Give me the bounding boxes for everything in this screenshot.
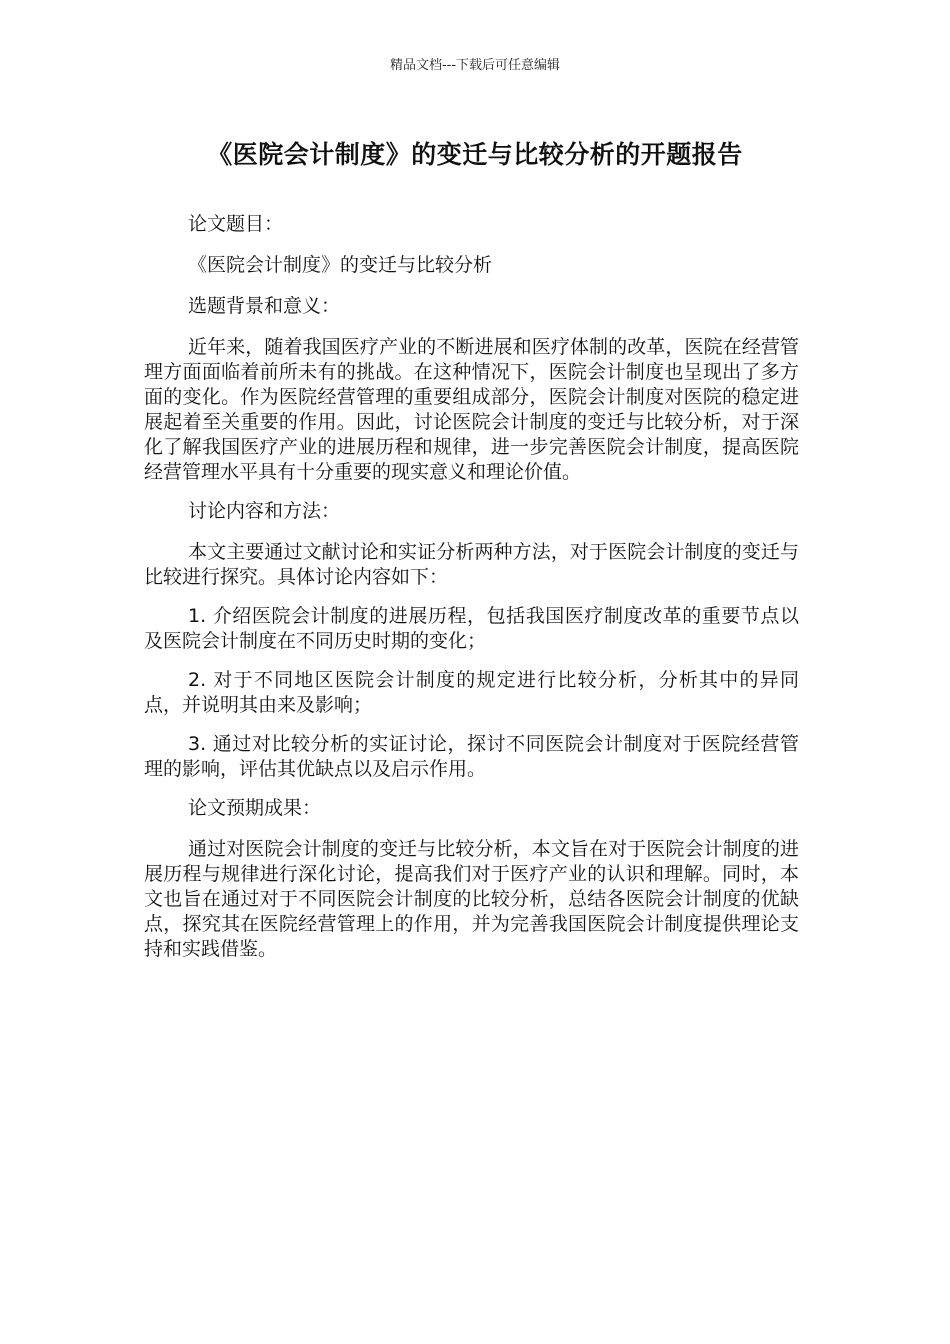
- methods-intro-paragraph: 本文主要通过文献讨论和实证分析两种方法，对于医院会计制度的变迁与比较进行探究。具体讨论内容如下：: [144, 541, 799, 588]
- header-note: 精品文档---下载后可任意编辑: [389, 58, 561, 73]
- label-methods: 讨论内容和方法：: [188, 500, 341, 522]
- label-topic: 论文题目：: [188, 213, 284, 235]
- topic-value: 《医院会计制度》的变迁与比较分析: [188, 254, 493, 276]
- method-item-2: 2. 对于不同地区医院会计制度的规定进行比较分析，分析其中的异同点，并说明其由来及影响；: [144, 669, 799, 716]
- label-background: 选题背景和意义：: [188, 295, 341, 317]
- document-title: 《医院会计制度》的变迁与比较分析的开题报告: [207, 140, 743, 169]
- results-paragraph: 通过对医院会计制度的变迁与比较分析，本文旨在对于医院会计制度的进展历程与规律进行深化讨论，提高我们对于医疗产业的认识和理解。同时，本文也旨在通过对于不同医院会计制度的比较分析，总结各医院会计制度的优缺点，探究其在医院经营管理上的作用，并为完善我国医院会计制度提供理论支持和实践借鉴。: [144, 838, 799, 960]
- method-item-3: 3. 通过对比较分析的实证讨论，探讨不同医院会计制度对于医院经营管理的影响，评估其优缺点以及启示作用。: [144, 733, 799, 780]
- document-body: [144, 212, 799, 976]
- background-paragraph: 近年来，随着我国医疗产业的不断进展和医疗体制的改革，医院在经营管理方面面临着前所未有的挑战。在这种情况下，医院会计制度也呈现出了多方面的变化。作为医院经营管理的重要组成部分，医院会计制度对医院的稳定进展起着至关重要的作用。因此，讨论医院会计制度的变迁与比较分析，对于深化了解我国医疗产业的进展历程和规律，进一步完善医院会计制度，提高医院经营管理水平具有十分重要的现实意义和理论价值。: [144, 336, 799, 483]
- method-item-1: 1. 介绍医院会计制度的进展历程，包括我国医疗制度改革的重要节点以及医院会计制度在不同历史时期的变化；: [144, 605, 799, 652]
- label-results: 论文预期成果：: [188, 797, 322, 819]
